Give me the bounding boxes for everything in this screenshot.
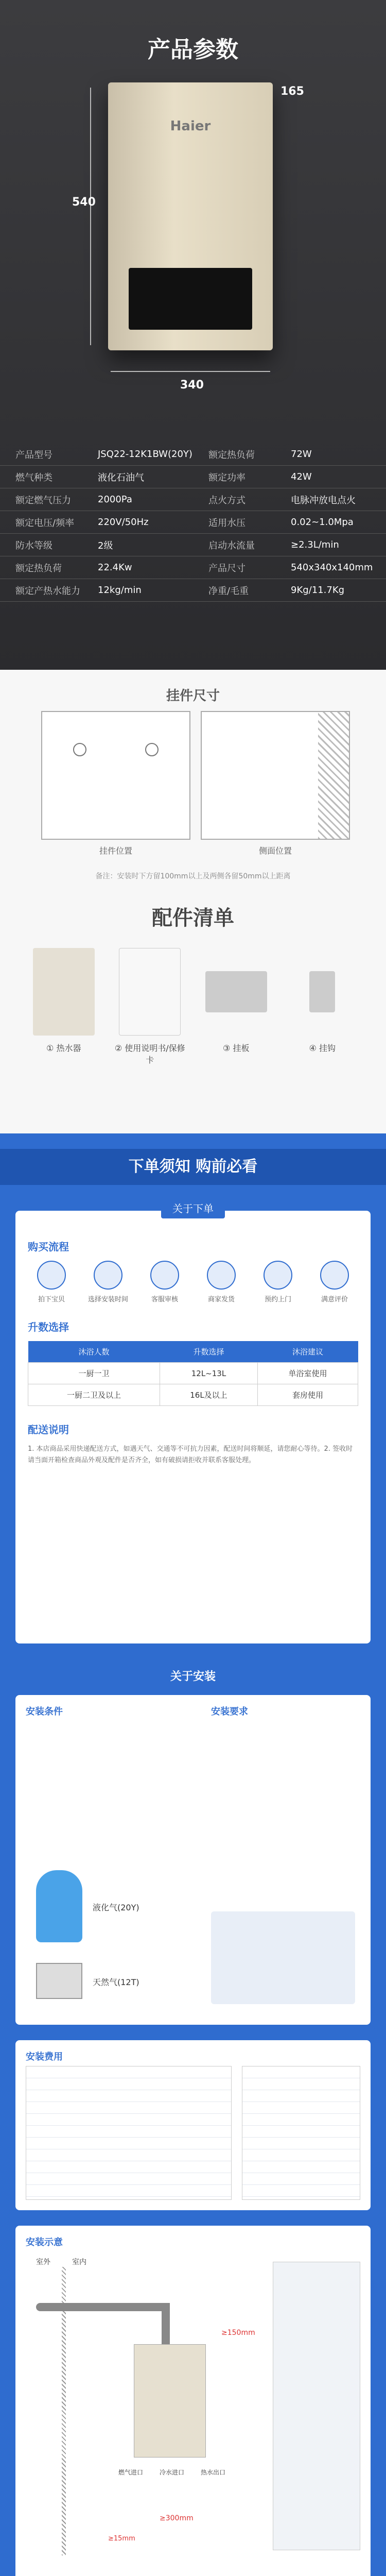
table-row bbox=[28, 1363, 358, 1384]
gas-label-lpg: 液化气(20Y) bbox=[93, 1903, 139, 1912]
fee-table bbox=[26, 2066, 232, 2200]
accessory-plate bbox=[198, 948, 275, 1054]
flue-pipe bbox=[36, 2303, 170, 2311]
spec-key: 适用水压 bbox=[208, 517, 245, 529]
install-diagram-card bbox=[15, 2226, 371, 2576]
clearance-side-label: ≥15mm bbox=[108, 2535, 135, 2543]
install-note: 备注：安装时下方留100mm以上及两侧各留50mm以上距离 bbox=[95, 872, 291, 880]
step-icon bbox=[320, 1261, 349, 1290]
install-fee-card bbox=[15, 2040, 371, 2210]
width-dim-line bbox=[111, 371, 270, 372]
flue-pipe-vertical bbox=[162, 2303, 170, 2344]
table-cell: 12L~13L bbox=[160, 1363, 258, 1384]
spec-key: 额定产热水能力 bbox=[15, 585, 80, 597]
accessory-label: ① 热水器 bbox=[46, 1043, 81, 1053]
plate-thumb bbox=[205, 971, 267, 1012]
spec-key: 点火方式 bbox=[208, 495, 245, 506]
spec-value: 22.4Kw bbox=[98, 562, 132, 573]
outside-label: 室外 bbox=[36, 2258, 50, 2266]
spec-value: 电脉冲放电点火 bbox=[291, 495, 356, 506]
table-row bbox=[28, 1384, 358, 1406]
purchase-notes-section bbox=[0, 1133, 386, 1664]
step-icon bbox=[207, 1261, 236, 1290]
accessory-heater bbox=[25, 948, 102, 1054]
params-section bbox=[0, 0, 386, 670]
step-icon bbox=[150, 1261, 179, 1290]
gas-meter-image bbox=[36, 1963, 82, 1999]
spec-value: 2级 bbox=[98, 540, 113, 551]
install-size-section bbox=[0, 670, 386, 1133]
spec-value: 液化石油气 bbox=[98, 472, 144, 483]
flow-step bbox=[141, 1261, 188, 1303]
step-label: 客服审核 bbox=[151, 1296, 178, 1303]
diagram-title: 安装示意 bbox=[26, 2237, 63, 2248]
spec-value: 540x340x140mm bbox=[291, 562, 373, 573]
spec-key: 额定燃气压力 bbox=[15, 495, 71, 506]
hook-thumb bbox=[309, 971, 335, 1012]
cold-inlet-label: 冷水进口 bbox=[160, 2469, 185, 2476]
step-label: 预约上门 bbox=[264, 1296, 291, 1303]
mount-diagram-front bbox=[41, 711, 190, 856]
spec-value: 9Kg/11.7Kg bbox=[291, 585, 345, 596]
gas-inlet-label: 燃气进口 bbox=[118, 2469, 144, 2476]
service-tag: 关于安装 bbox=[0, 1664, 386, 1690]
side-view-diagram bbox=[273, 2262, 360, 2550]
delivery-title: 配送说明 bbox=[28, 1423, 69, 1436]
flow-step bbox=[28, 1261, 75, 1303]
accessories-list bbox=[21, 948, 365, 1077]
spec-row bbox=[0, 579, 386, 602]
inside-label: 室内 bbox=[72, 2258, 86, 2266]
install-service-section bbox=[0, 1664, 386, 2576]
spec-row bbox=[0, 488, 386, 511]
notes-banner: 下单须知 购前必看 bbox=[0, 1149, 386, 1185]
spec-row bbox=[0, 443, 386, 466]
step-label: 拍下宝贝 bbox=[38, 1296, 65, 1303]
depth-label: 165 bbox=[280, 85, 304, 98]
spec-row bbox=[0, 556, 386, 579]
install-subtitle: 挂件尺寸 bbox=[166, 688, 220, 704]
spec-value: ≥2.3L/min bbox=[291, 539, 339, 550]
requirements-title: 安装要求 bbox=[211, 1706, 248, 1717]
step-icon bbox=[264, 1261, 292, 1290]
front-caption: 挂件位置 bbox=[99, 846, 132, 856]
order-card bbox=[15, 1202, 371, 1643]
flow-step bbox=[311, 1261, 358, 1303]
spec-key: 净重/毛重 bbox=[208, 585, 249, 597]
delivery-text: 1. 本店商品采用快递配送方式，如遇天气、交通等不可抗力因素，配送时间将顺延，请您耐心等待。2. 签收时请当面开箱检查商品外观及配件是否齐全，如有破损请拒收并联系客服处理。 bbox=[28, 1445, 353, 1465]
clearance-label: ≥150mm bbox=[221, 2329, 255, 2337]
flow-step bbox=[84, 1261, 132, 1303]
table-cell: 一厨一卫 bbox=[28, 1363, 160, 1384]
accessory-label: ② 使用说明书/保修卡 bbox=[114, 1043, 185, 1065]
spec-value: 72W bbox=[291, 449, 312, 460]
flow-step bbox=[198, 1261, 245, 1303]
table-cell: 套房使用 bbox=[257, 1384, 358, 1406]
mount-hole bbox=[145, 743, 159, 756]
accessory-label: ④ 挂钩 bbox=[309, 1043, 336, 1053]
table-cell: 一厨二卫及以上 bbox=[28, 1384, 160, 1406]
spec-value: 42W bbox=[291, 471, 312, 482]
hot-outlet-label: 热水出口 bbox=[201, 2469, 226, 2476]
mount-diagram-side bbox=[201, 711, 350, 856]
spec-key: 启动水流量 bbox=[208, 540, 255, 551]
gas-label-ng: 天然气(12T) bbox=[93, 1977, 139, 1987]
conditions-title: 安装条件 bbox=[26, 1706, 63, 1717]
spec-value: 0.02~1.0Mpa bbox=[291, 517, 354, 528]
fee-table-2 bbox=[242, 2066, 360, 2200]
clearance-bottom-label: ≥300mm bbox=[160, 2514, 194, 2522]
spec-key: 额定功率 bbox=[208, 472, 245, 483]
step-label: 选择安装时间 bbox=[87, 1296, 128, 1303]
params-title: 产品参数 bbox=[148, 37, 238, 63]
side-caption: 侧面位置 bbox=[258, 846, 292, 856]
step-label: 满意评价 bbox=[321, 1296, 348, 1303]
spec-value: 12kg/min bbox=[98, 585, 142, 596]
heater-logo: Haier bbox=[170, 118, 211, 134]
height-label: 540 bbox=[72, 196, 96, 209]
spec-value: 220V/50Hz bbox=[98, 517, 149, 528]
manual-thumb bbox=[119, 948, 181, 1036]
spec-table bbox=[0, 443, 386, 602]
table-header: 升数选择 bbox=[160, 1341, 258, 1363]
accessories-title: 配件清单 bbox=[152, 906, 234, 930]
capacity-table bbox=[28, 1341, 358, 1406]
table-cell: 16L及以上 bbox=[160, 1384, 258, 1406]
spec-key: 产品型号 bbox=[15, 449, 52, 461]
heater-diagram bbox=[134, 2344, 206, 2458]
spec-row bbox=[0, 534, 386, 556]
step-icon bbox=[37, 1261, 66, 1290]
flow-title: 购买流程 bbox=[28, 1241, 69, 1253]
accessory-manual bbox=[111, 948, 188, 1065]
spec-key: 额定电压/频率 bbox=[15, 517, 75, 529]
fee-title: 安装费用 bbox=[26, 2052, 63, 2062]
spec-key: 产品尺寸 bbox=[208, 563, 245, 574]
heater-screen bbox=[129, 268, 252, 330]
table-header: 沐浴人数 bbox=[28, 1341, 160, 1363]
spec-key: 额定热负荷 bbox=[208, 449, 255, 461]
heater-thumb bbox=[33, 948, 95, 1036]
mount-hole bbox=[73, 743, 86, 756]
accessory-label: ③ 挂板 bbox=[223, 1043, 250, 1053]
wall-hatch bbox=[318, 712, 349, 839]
select-title: 升数选择 bbox=[28, 1321, 69, 1333]
spec-row bbox=[0, 466, 386, 488]
spec-key: 燃气种类 bbox=[15, 472, 52, 483]
spec-key: 额定热负荷 bbox=[15, 563, 62, 574]
step-icon bbox=[94, 1261, 122, 1290]
step-label: 商家发货 bbox=[207, 1296, 235, 1303]
purchase-flow bbox=[28, 1261, 358, 1303]
install-conditions-card bbox=[15, 1695, 371, 2025]
accessory-hook bbox=[284, 948, 361, 1054]
table-cell: 单浴室使用 bbox=[257, 1363, 358, 1384]
table-header: 沐浴建议 bbox=[257, 1341, 358, 1363]
spec-key: 防水等级 bbox=[15, 540, 52, 551]
install-requirements-box bbox=[211, 1911, 355, 2004]
spec-value: JSQ22-12K1BW(20Y) bbox=[98, 449, 192, 460]
heater-image bbox=[108, 82, 273, 350]
width-label: 340 bbox=[180, 379, 204, 392]
spec-value: 2000Pa bbox=[98, 494, 132, 505]
flow-step bbox=[254, 1261, 302, 1303]
height-dim-line bbox=[90, 88, 91, 345]
order-tag: 关于下单 bbox=[161, 1197, 225, 1218]
gas-tank-image bbox=[36, 1870, 82, 1942]
spec-row bbox=[0, 511, 386, 534]
